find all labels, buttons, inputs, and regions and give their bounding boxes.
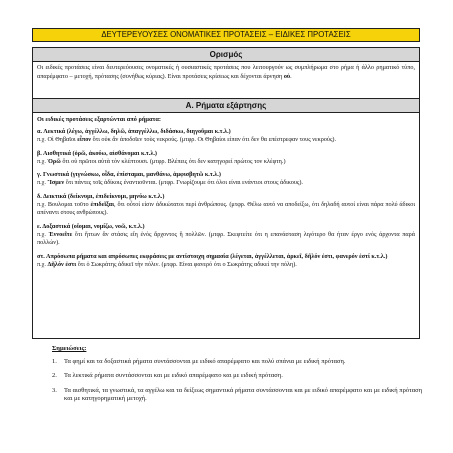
verb-category-title: α. Λεκτικά (λέγω, ἀγγέλλω, δηλῶ, ἀπαγγέλλω, διδάσκω, διηγοῦμαι κ.τ.λ.) (37, 128, 231, 135)
example-text: , ὅτι οὗτοί εἰσιν ἀδικώτατοι περί ἀνθρώπους. (μτφρ. Θέλω αυτό να αποδείξω, ότι δηλαδή αυτοί είναι πάρα πολύ άδικοι απέναντι στους ανθρώπους). (37, 201, 415, 217)
verb-category-title: β. Αισθητικά (ὁρῶ, ἀκούω, αἰσθάνομαι κ.τ.λ.) (37, 149, 157, 157)
example-text: π.χ. Οἱ Θηβαῖοι (37, 136, 78, 144)
example-verb: εἶπον (77, 136, 92, 144)
example-verb: Ἴσμεν (47, 179, 65, 187)
notes-heading: Σημειώσεις: (52, 345, 87, 352)
verbs-box (32, 99, 420, 339)
document-title-text: ΔΕΥΤΕΡΕΥΟΥΣΕΣ ΟΝΟΜΑΤΙΚΕΣ ΠΡΟΤΑΣΕΙΣ – ΕΙΔΙΚΕΣ ΠΡΟΤΑΣΕΙΣ (101, 30, 351, 39)
definition-text-main: Οι ειδικές προτάσεις είναι δευτερεύουσες ονοματικές ή ουσιαστικές προτάσεις που λειτουργούν ως συμπλήρωμα στο ρήμα ή άλλο ρηματικό τύπο, απαρέμφατο – μετοχή, πρότασης (συνήθως κύριας). Είναι προτάσεις κρίσεως και δέχονται άρνηση (37, 64, 415, 80)
definition-box (32, 47, 420, 99)
example-text: ὅτι πάντες τοῖς ἀδίκοις ἐναντιοῦνται. (μτφρ. Γνωρίζουμε ότι όλοι είναι ενάντιοι στους άδικους). (64, 179, 303, 187)
example-verb: Ἐννοεῖτε (48, 230, 73, 238)
example-text: ὅτι οὐκ ἂν ἀποδοῖεν τοὺς νεκρούς. (μτφρ. Οι Θηβαίοι είπαν ότι δεν θα επέστρεφαν τους νεκρούς). (91, 136, 337, 144)
verb-category-example (37, 201, 415, 218)
note-item (52, 372, 422, 381)
note-number: 1. (52, 357, 57, 365)
example-text: π.χ. (37, 179, 48, 187)
verb-category (33, 147, 419, 169)
example-text: π.χ. Βουλομαι τοῦτο (37, 201, 91, 209)
verb-category-example (37, 158, 415, 166)
verb-category-example (37, 231, 415, 248)
verbs-subheading: Οι ειδικές προτάσεις εξαρτώνται από ρήματα: (37, 116, 161, 123)
note-item (52, 358, 422, 367)
definition-text (33, 62, 419, 83)
verb-category (33, 168, 419, 190)
example-verb: Ὁρῶ (47, 157, 61, 165)
note-item (52, 387, 422, 404)
verb-category-example (37, 136, 415, 144)
verbs-heading: Α. Ρήματα εξάρτησης (33, 99, 419, 113)
example-text: ὅτι ὁ Σωκράτης ἀδικεῖ τὴν πόλιν. (μτφρ. Είναι φανερό ότι ο Σωκράτης αδικεί την πόλη). (76, 260, 297, 268)
verb-category (33, 250, 419, 272)
example-text: ὅτι οὐ πρῶτοι αὐτὰ τὸν κλέπτουσι. (μτφρ. Βλέπεις ότι δεν κατηγορεί πρώτος τον κλέφτη.) (60, 157, 286, 165)
note-text: Τα αισθητικά, τα γνωστικά, τα αγγέλω και τα δείξεως σημαντικά ρήματα συντάσσονται και με ειδικό απαρέμφατο και με ειδική πρόταση και με κατηγορηματική μετοχή. (64, 386, 422, 402)
example-text: π.χ. (37, 230, 49, 238)
example-verb: Δῆλόν ἐστι (47, 260, 77, 268)
verb-category-example (37, 179, 415, 187)
note-number: 3. (52, 386, 57, 394)
verb-category-title: δ. Δεικτικά (δείκνυμι, ἐπιδείκνυμι, μηνύω κ.τ.λ.) (37, 192, 165, 200)
note-text: Τα φημί και τα δοξαστικά ρήματα συντάσσονται με ειδικό απαρέμφατο και πολύ σπάνια με ειδική πρόταση. (64, 357, 346, 365)
definition-heading: Ορισμός (33, 48, 419, 62)
notes-section (52, 345, 422, 410)
note-text: Τα λεκτικά ρήματα συντάσσονται και με ειδικό απαρέμφατο και με ειδική πρόταση. (64, 372, 283, 379)
verb-category-title: ε. Δοξαστικά (οἴομαι, νομίζω, νοῶ, κ.τ.λ.) (37, 222, 145, 230)
document-title (32, 28, 420, 42)
definition-text-end: . (290, 72, 292, 80)
verb-category (33, 190, 419, 220)
example-text: π.χ. (37, 260, 48, 268)
example-verb: ἐπιδεῖξαι (90, 201, 115, 209)
note-number: 2. (52, 372, 57, 379)
verb-category (33, 220, 419, 250)
verb-category-title: γ. Γνωστικά (γιγνώσκω, οἶδα, ἐπίσταμαι, μανθάνω, ἀμφισβητῶ κ.τ.λ.) (37, 171, 221, 179)
definition-negation: οὐ (283, 72, 291, 80)
example-text: π.χ. (37, 157, 48, 165)
verb-category-example (37, 261, 415, 269)
verb-category (33, 125, 419, 147)
example-text: ὅτι ἥττων ἂν στάσις εἴη ἐνός ἄρχοντος ἢ πολλῶν. (μτφρ. Σκεφτείτε ότι η επανάσταση λιγότερο θα ήταν έργο ενός άρχοντα παρά πολλών). (37, 230, 415, 247)
verb-category-title: στ. Απρόσωπα ρήματα και απρόσωπες εκφράσεις με αντίστοιχη σημασία (λέγεται, ἀγγέλλεται, ἀρκεῖ, δῆλόν ἐστι, φανερόν ἐστί κ.τ.λ.) (37, 252, 388, 260)
